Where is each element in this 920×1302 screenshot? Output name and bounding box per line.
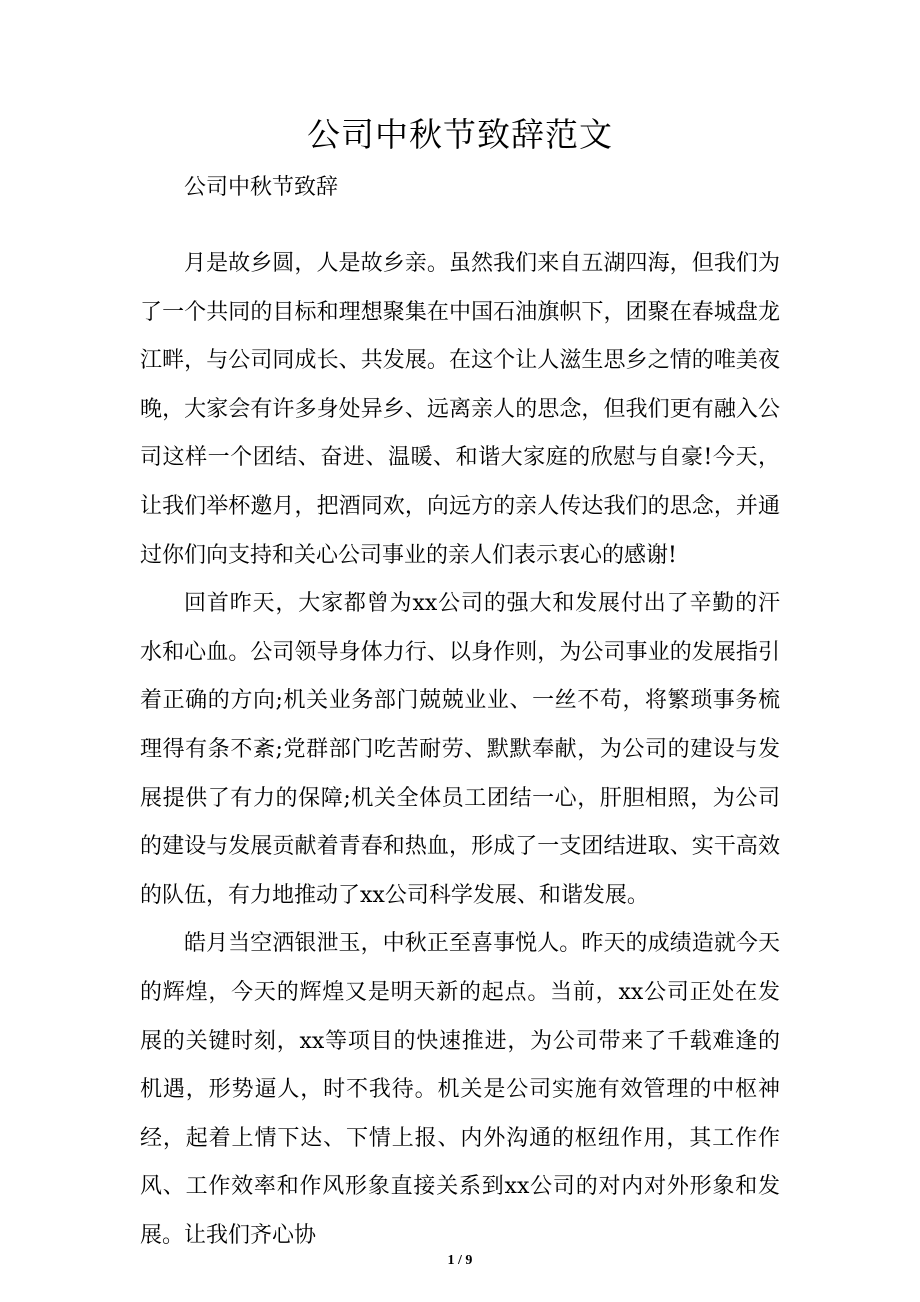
document-body: [140, 240, 780, 1260]
page-number: 1 / 9: [447, 1253, 473, 1268]
paragraph: 月是故乡圆，人是故乡亲。虽然我们来自五湖四海，但我们为了一个共同的目标和理想聚集在中国石油旗帜下，团聚在春城盘龙江畔，与公司同成长、共发展。在这个让人滋生思乡之情的唯美夜晚，大家会有许多身处异乡、远离亲人的思念，但我们更有融入公司这样一个团结、奋进、温暖、和谐大家庭的欣慰与自豪!今天，让我们举杯邀月，把酒同欢，向远方的亲人传达我们的思念，并通过你们向支持和关心公司事业的亲人们表示衷心的感谢!: [140, 251, 780, 568]
document-subtitle: 公司中秋节致辞: [184, 175, 339, 200]
document-title: 公司中秋节致辞范文: [307, 115, 613, 154]
paragraph: 皓月当空洒银泄玉，中秋正至喜事悦人。昨天的成绩造就今天的辉煌，今天的辉煌又是明天新的起点。当前，xx公司正处在发展的关键时刻，xx等项目的快速推进，为公司带来了千载难逢的机遇，形势逼人，时不我待。机关是公司实施有效管理的中枢神经，起着上情下达、下情上报、内外沟通的枢纽作用，其工作作风、工作效率和作风形象直接关系到xx公司的对内对外形象和发展。让我们齐心协: [140, 931, 780, 1248]
paragraph: 回首昨天，大家都曾为xx公司的强大和发展付出了辛勤的汗水和心血。公司领导身体力行、以身作则，为公司事业的发展指引着正确的方向;机关业务部门兢兢业业、一丝不苟，将繁琐事务梳理得有条不紊;党群部门吃苦耐劳、默默奉献，为公司的建设与发展提供了有力的保障;机关全体员工团结一心，肝胆相照，为公司的建设与发展贡献着青春和热血，形成了一支团结进取、实干高效的队伍，有力地推动了xx公司科学发展、和谐发展。: [140, 591, 780, 908]
